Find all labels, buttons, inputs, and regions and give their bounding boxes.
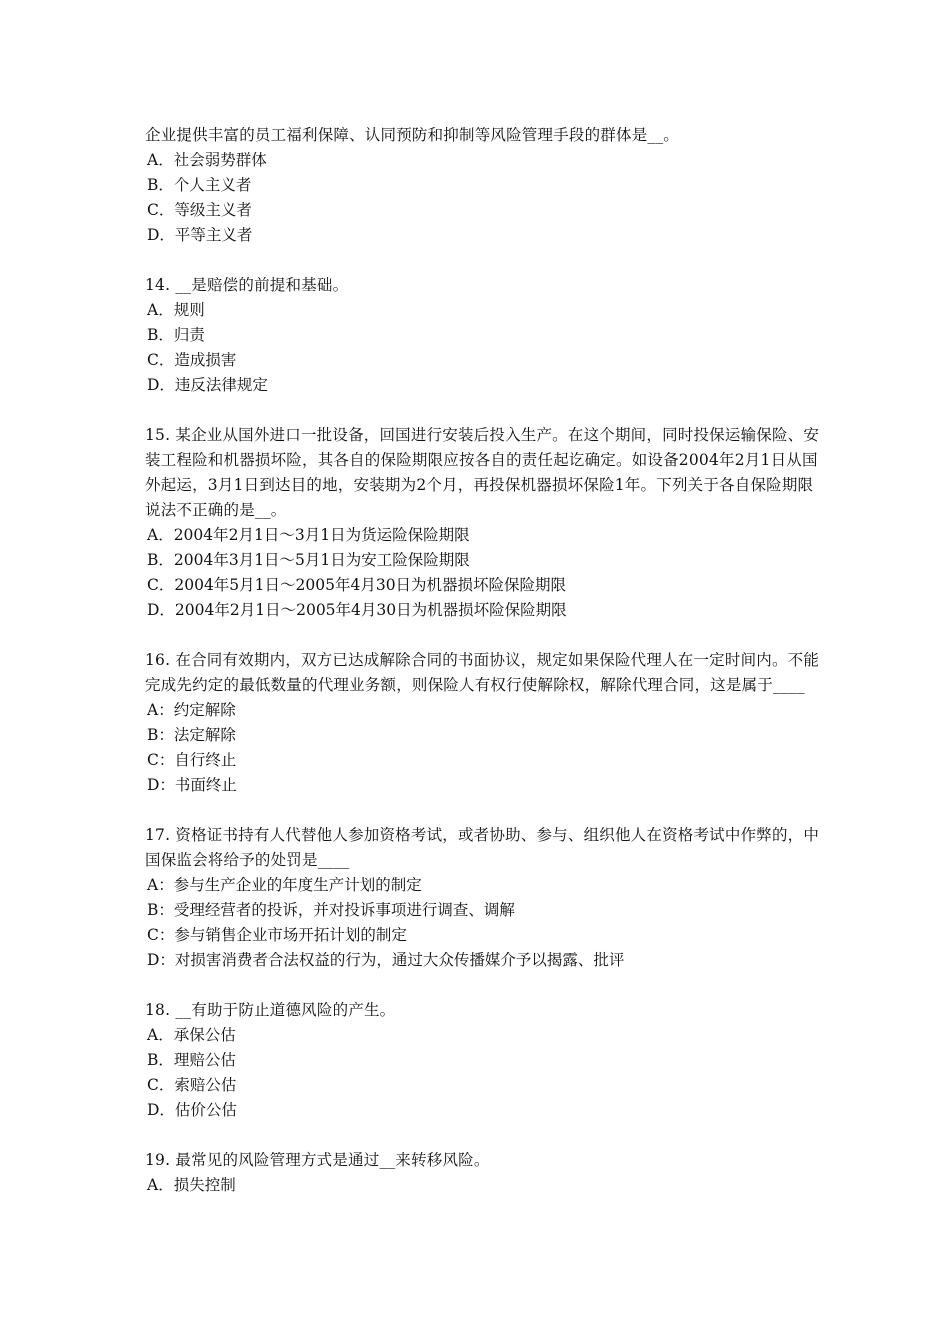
option-d: D：书面终止 xyxy=(147,776,237,794)
option-a: A．规则 xyxy=(147,301,205,319)
option-c: C．索赔公估 xyxy=(147,1076,237,1094)
question-16 xyxy=(145,648,825,798)
question-text: 17. 资格证书持有人代替他人参加资格考试，或者协助、参与、组织他人在资格考试中作弊的，中国保监会将给予的处罚是____ xyxy=(145,826,820,869)
question-18 xyxy=(145,998,825,1123)
question-15 xyxy=(145,423,825,623)
option-c: C：参与销售企业市场开拓计划的制定 xyxy=(147,926,407,944)
option-d: D．违反法律规定 xyxy=(147,376,268,394)
question-text: 15. 某企业从国外进口一批设备，回国进行安装后投入生产。在这个期间，同时投保运输保险、安装工程险和机器损坏险，其各自的保险期限应按各自的责任起讫确定。如设备2004年2月1日从国外起运，3月1日到达目的地，安装期为2个月，再投保机器损坏保险1年。下列关于各自保险期限说法不正确的是__。 xyxy=(145,426,820,519)
option-a: A．2004年2月1日～3月1日为货运险保险期限 xyxy=(147,526,470,544)
question-13 xyxy=(145,123,825,248)
question-text: 16. 在合同有效期内，双方已达成解除合同的书面协议，规定如果保险代理人在一定时间内。不能完成先约定的最低数量的代理业务额，则保险人有权行使解除权，解除代理合同，这是属于____ xyxy=(145,651,820,694)
question-text: 19. 最常见的风险管理方式是通过__来转移风险。 xyxy=(145,1151,490,1169)
question-text: 14. __是赔偿的前提和基础。 xyxy=(145,276,349,294)
option-b: B：受理经营者的投诉，并对投诉事项进行调查、调解 xyxy=(147,901,515,919)
option-d: D：对损害消费者合法权益的行为，通过大众传播媒介予以揭露、批评 xyxy=(147,951,625,969)
option-b: B：法定解除 xyxy=(147,726,236,744)
option-b: B．归责 xyxy=(147,326,205,344)
option-d: D．2004年2月1日～2005年4月30日为机器损坏险保险期限 xyxy=(147,601,567,619)
option-b: B．2004年3月1日～5月1日为安工险保险期限 xyxy=(147,551,470,569)
option-d: D．平等主义者 xyxy=(147,226,253,244)
question-list xyxy=(145,123,825,1223)
question-17 xyxy=(145,823,825,973)
question-text: 企业提供丰富的员工福利保障、认同预防和抑制等风险管理手段的群体是__。 xyxy=(145,126,680,144)
option-a: A：约定解除 xyxy=(147,701,236,719)
question-14 xyxy=(145,273,825,398)
option-a: A．损失控制 xyxy=(147,1176,236,1194)
question-19 xyxy=(145,1148,825,1198)
option-a: A．承保公估 xyxy=(147,1026,236,1044)
question-text: 18. __有助于防止道德风险的产生。 xyxy=(145,1001,396,1019)
option-b: B．理赔公估 xyxy=(147,1051,236,1069)
option-a: A：参与生产企业的年度生产计划的制定 xyxy=(147,876,422,894)
option-c: C：自行终止 xyxy=(147,751,237,769)
option-c: C．2004年5月1日～2005年4月30日为机器损坏险保险期限 xyxy=(147,576,567,594)
option-c: C．等级主义者 xyxy=(147,201,252,219)
option-d: D．估价公估 xyxy=(147,1101,237,1119)
option-c: C．造成损害 xyxy=(147,351,237,369)
option-a: A．社会弱势群体 xyxy=(147,151,267,169)
option-b: B．个人主义者 xyxy=(147,176,252,194)
